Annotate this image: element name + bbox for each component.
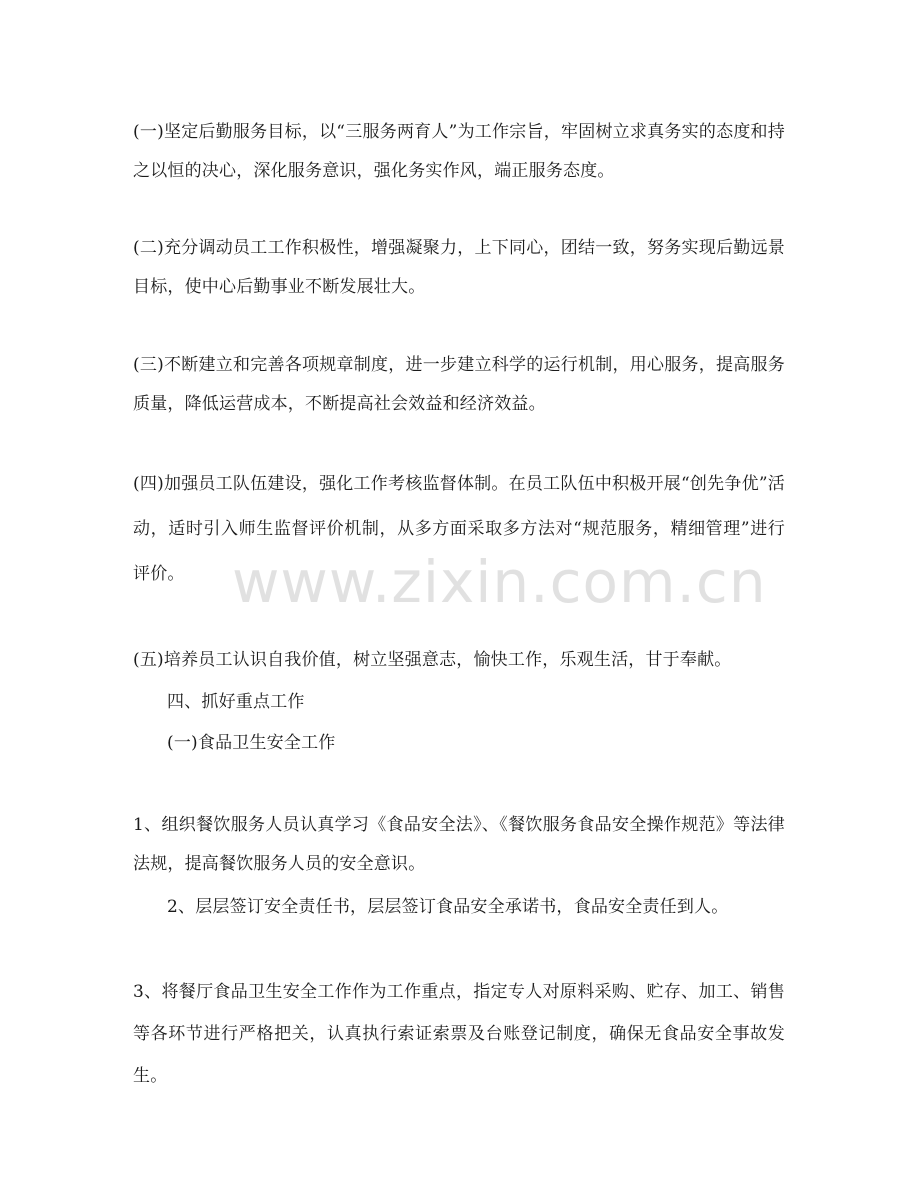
- item-3: 3、将餐厅食品卫生安全工作作为工作重点，指定专人对原料采购、贮存、加工、销售等各环节进行严格把关，认真执行索证索票及台账登记制度，确保无食品安全事故发生。: [133, 982, 785, 1086]
- section-heading: 四、抓好重点工作: [167, 692, 305, 712]
- subsection-heading: (一)食品卫生安全工作: [167, 733, 336, 753]
- watermark-text: www.zixin.com.cn: [232, 548, 767, 616]
- paragraph-5: (五)培养员工认识自我价值，树立坚强意志，愉快工作，乐观生活，甘于奉献。: [133, 650, 732, 670]
- paragraph-4: (四)加强员工队伍建设，强化工作考核监督体制。在员工队伍中积极开展“创先争优”活动，适时引入师生监督评价机制，从多方面采取多方法对“规范服务，精细管理”进行评价。: [133, 474, 785, 584]
- paragraph-2: (二)充分调动员工工作积极性，增强凝聚力，上下同心，团结一致，努务实现后勤远景目标，使中心后勤事业不断发展壮大。: [133, 238, 785, 297]
- item-1: 1、组织餐饮服务人员认真学习《食品安全法》、《餐饮服务食品安全操作规范》等法律法规，提高餐饮服务人员的安全意识。: [133, 815, 785, 874]
- paragraph-1: (一)坚定后勤服务目标，以“三服务两育人”为工作宗旨，牢固树立求真务实的态度和持之以恒的决心，深化服务意识，强化务实作风，端正服务态度。: [133, 122, 785, 181]
- item-2: 2、层层签订安全责任书，层层签订食品安全承诺书，食品安全责任到人。: [167, 897, 729, 917]
- paragraph-3: (三)不断建立和完善各项规章制度，进一步建立科学的运行机制，用心服务，提高服务质量，降低运营成本，不断提高社会效益和经济效益。: [133, 355, 785, 414]
